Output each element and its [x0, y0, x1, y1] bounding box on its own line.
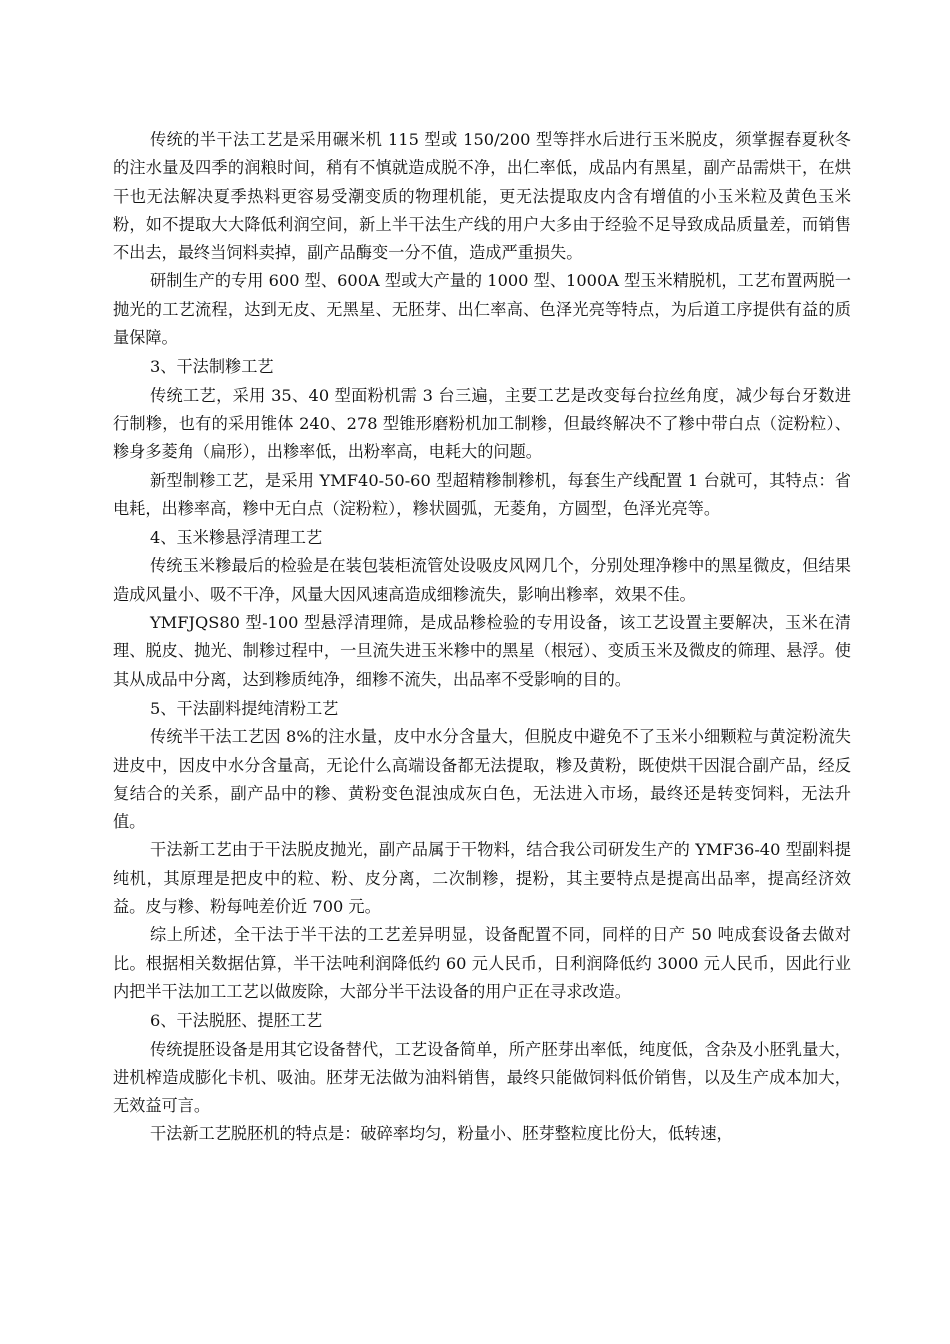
paragraph-traditional-germ: 传统提胚设备是用其它设备替代，工艺设备简单，所产胚芽出率低，纯度低，含杂及小胚乳量大，进机榨造成膨化卡机、吸油。胚芽无法做为油料销售，最终只能做饲料低价销售，以及生产成本加大，无效益可言。	[113, 1039, 851, 1116]
paragraph-suspension-sieve: YMFJQS80 型-100 型悬浮清理筛，是成品糁检验的专用设备，该工艺设置主要解决，玉米在清理、脱皮、抛光、制糁过程中，一旦流失进玉米糁中的黑星（根冠）、变质玉米及微皮的筛理、悬浮。使其从成品中分离，达到糁质纯净，细糁不流失，出品率不受影响的目的。	[113, 613, 851, 689]
paragraph-new-germ: 干法新工艺脱胚机的特点是：破碎率均匀，粉量小、胚芽整粒度比份大，低转速，	[150, 1124, 733, 1144]
paragraph-degerminator-machine: 研制生产的专用 600 型、600A 型或大产量的 1000 型、1000A 型玉米精脱机，工艺布置两脱一抛光的工艺流程，达到无皮、无黑星、无胚芽、出仁率高、色泽光亮等特点，为后道工序提供有益的质量保障。	[113, 271, 851, 348]
paragraph-traditional-cleaning: 传统玉米糁最后的检验是在装包装柜流管处设吸皮风网几个，分别处理净糁中的黑星微皮，但结果造成风量小、吸不干净，风量大因风速高造成细糁流失，影响出糁率，效果不佳。	[113, 556, 851, 604]
paragraph-new-grits: 新型制糁工艺，是采用 YMF40-50-60 型超精糁制糁机，每套生产线配置 1 台就可，其特点：省电耗，出糁率高，糁中无白点（淀粉粒），糁状圆弧，无菱角，方圆型，色泽光亮等。	[113, 470, 851, 518]
section-heading-6: 6、干法脱胚、提胚工艺	[150, 1011, 323, 1031]
paragraph-traditional-byproduct: 传统半干法工艺因 8%的注水量，皮中水分含量大，但脱皮中避免不了玉米小细颗粒与黄淀粉流失进皮中，因皮中水分含量高，无论什么高端设备都无法提取，糁及黄粉，既使烘干因混合副产品，经反复结合的关系，副产品中的糁、黄粉变色混浊成灰白色，无法进入市场，最终还是转变饲料，无法升值。	[113, 727, 851, 832]
document-body	[113, 126, 851, 1149]
paragraph-summary: 综上所述，全干法于半干法的工艺差异明显，设备配置不同，同样的日产 50 吨成套设备去做对比。根据相关数据估算，半干法吨利润降低约 60 元人民币，日利润降低约 3000 元人民币，因此行业内把半干法加工工艺以做废除，大部分半干法设备的用户正在寻求改造。	[113, 925, 851, 1001]
section-heading-3: 3、干法制糁工艺	[150, 357, 274, 377]
paragraph-semi-dry-process: 传统的半干法工艺是采用碾米机 115 型或 150/200 型等拌水后进行玉米脱皮，须掌握春夏秋冬的注水量及四季的润粮时间，稍有不慎就造成脱不净，出仁率低，成品内有黑星，副产品需烘干，在烘干也无法解决夏季热料更容易受潮变质的物理机能，更无法提取皮内含有增值的小玉米粒及黄色玉米粉，如不提取大大降低利润空间，新上半干法生产线的用户大多由于经验不足导致成品质量差，而销售不出去，最终当饲料卖掉，副产品酶变一分不值，造成严重损失。	[113, 130, 851, 263]
section-heading-5: 5、干法副料提纯清粉工艺	[150, 698, 339, 718]
section-heading-4: 4、玉米糁悬浮清理工艺	[150, 528, 323, 548]
paragraph-traditional-grits: 传统工艺，采用 35、40 型面粉机需 3 台三遍，主要工艺是改变每台拉丝角度，减少每台牙数进行制糁，也有的采用锥体 240、278 型锥形磨粉机加工制糁，但最终解决不了糁中带白点（淀粉粒）、糁身多菱角（扁形），出糁率低，出粉率高，电耗大的问题。	[113, 385, 851, 462]
paragraph-new-byproduct: 干法新工艺由于干法脱皮抛光，副产品属于干物料，结合我公司研发生产的 YMF36-40 型副料提纯机，其原理是把皮中的粒、粉、皮分离，二次制糁，提粉，其主要特点是提高出品率，提高经济效益。皮与糁、粉每吨差价近 700 元。	[113, 840, 851, 917]
